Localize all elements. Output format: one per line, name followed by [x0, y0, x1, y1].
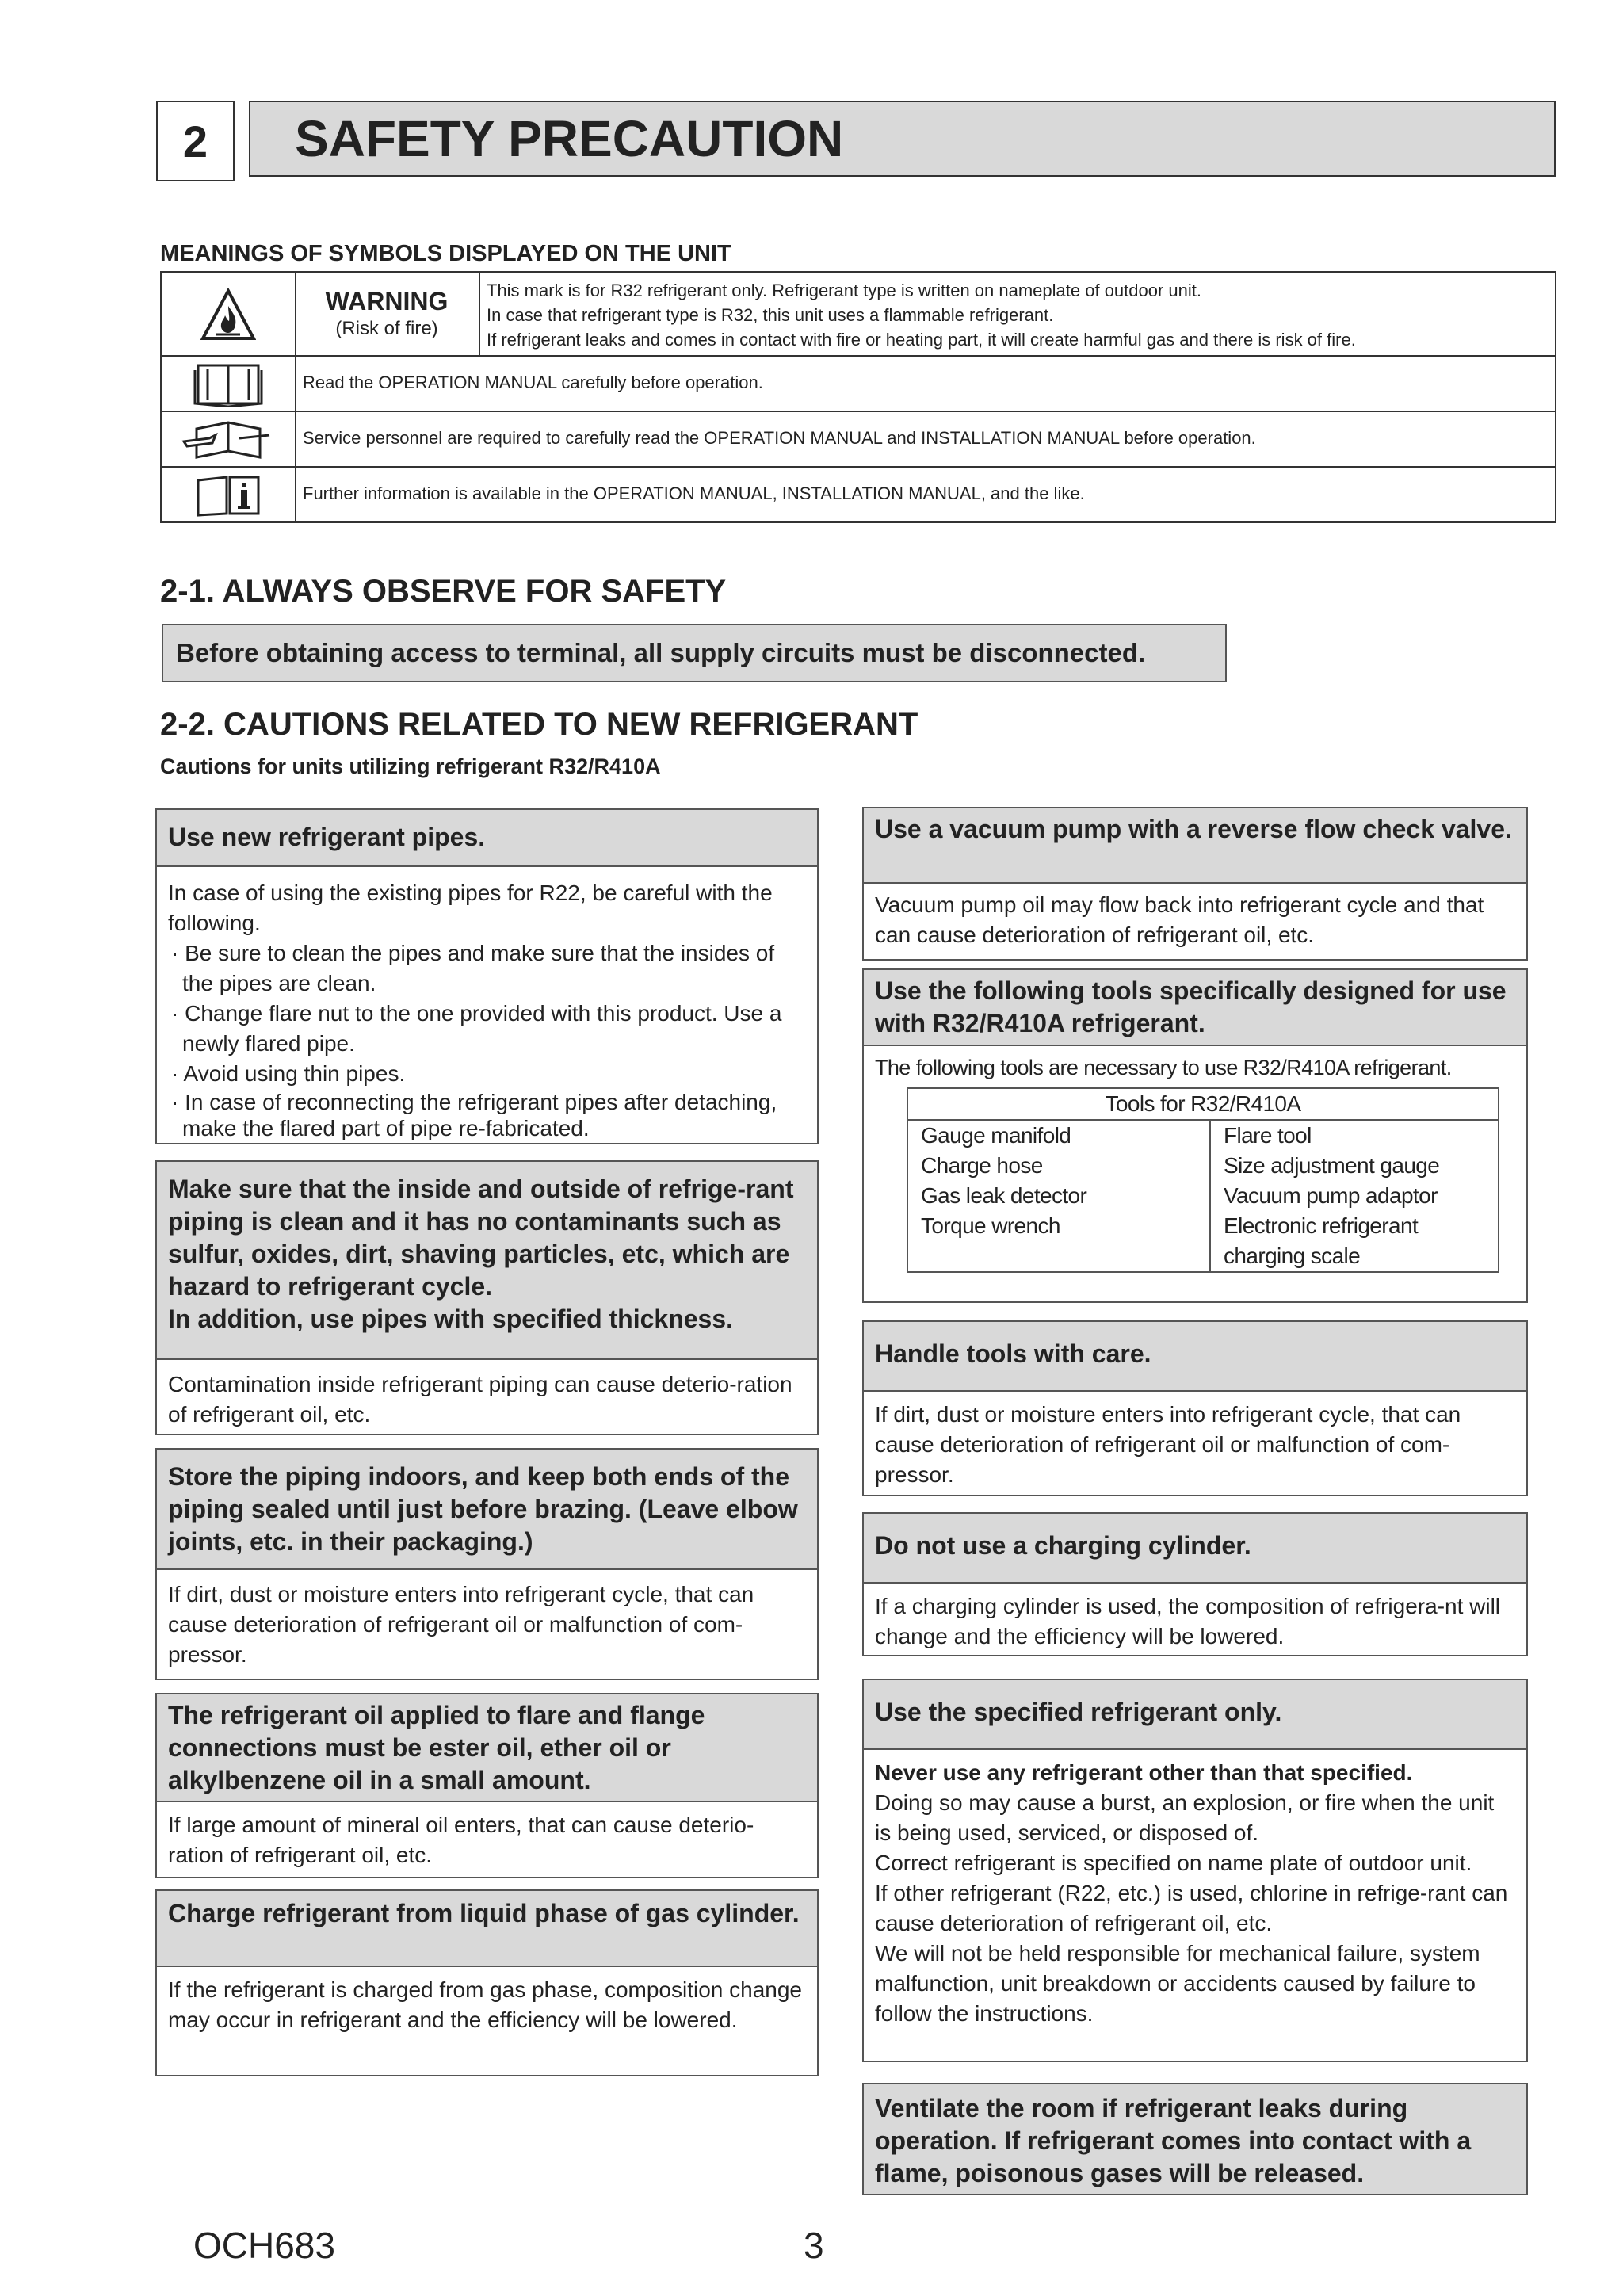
symbol-description: Service personnel are required to carefully read the OPERATION MANUAL and INSTALLATION MANUAL before operation.	[303, 428, 1256, 448]
caution-body	[157, 867, 817, 1146]
caution-text: If dirt, dust or moisture enters into refrigerant cycle, that can cause deterioration of refrigerant oil or malfunction of com-pressor.	[168, 1582, 754, 1667]
symbol-description: Further information is available in the OPERATION MANUAL, INSTALLATION MANUAL, and the like.	[303, 483, 1085, 503]
warning-title: WARNING	[325, 287, 449, 315]
symbols-heading: MEANINGS OF SYMBOLS DISPLAYED ON THE UNIT	[160, 241, 731, 266]
caution-box	[862, 1679, 1528, 2062]
information-icon	[195, 474, 262, 517]
fire-warning-icon-cell	[162, 273, 296, 357]
caution-body	[864, 884, 1526, 955]
tool-cell: Charge hose	[907, 1151, 1210, 1181]
tool-cell: Flare tool	[1210, 1120, 1499, 1151]
section-number: 2	[156, 101, 235, 181]
caution-body	[864, 1392, 1526, 1495]
caution-box	[862, 1512, 1528, 1656]
document-code: OCH683	[193, 2225, 335, 2266]
caution-text: Correct refrigerant is specified on name plate of outdoor unit.	[875, 1851, 1472, 1875]
caution-title	[157, 1162, 817, 1360]
caution-bullet: · In case of reconnecting the refrigerant pipes after detaching, make the flared part of pipe re-fabricated.	[171, 1090, 777, 1140]
caution-title: The refrigerant oil applied to flare and flange connections must be ester oil, ether oil or alkylbenzene oil in a small amount.	[157, 1694, 817, 1802]
caution-title: Charge refrigerant from liquid phase of gas cylinder.	[157, 1891, 817, 1967]
caution-box	[155, 1448, 819, 1680]
caution-body	[157, 1802, 817, 1875]
caution-title-text: In addition, use pipes with specified thickness.	[168, 1305, 734, 1333]
observe-heading: 2-1. ALWAYS OBSERVE FOR SAFETY	[160, 574, 727, 609]
tool-cell: Vacuum pump adaptor	[1210, 1181, 1499, 1211]
service-manual-icon	[181, 418, 276, 462]
caution-box	[862, 2083, 1528, 2195]
caution-title: Use the specified refrigerant only.	[864, 1680, 1526, 1750]
tool-cell: Gauge manifold	[907, 1120, 1210, 1151]
caution-box	[862, 1320, 1528, 1496]
caution-text: The following tools are necessary to use R32/R410A refrigerant.	[875, 1056, 1452, 1079]
caution-text: Doing so may cause a burst, an explosion, or fire when the unit is being used, serviced, or disposed of.	[875, 1790, 1495, 1845]
caution-title: Use a vacuum pump with a reverse flow check valve.	[864, 808, 1526, 884]
caution-box	[155, 1160, 819, 1435]
cautions-subheading: Cautions for units utilizing refrigerant R32/R410A	[160, 755, 661, 778]
caution-box	[862, 807, 1528, 961]
caution-bullet: · Change flare nut to the one provided with this product. Use a newly flared pipe.	[171, 1001, 782, 1056]
tools-table-header: Tools for R32/R410A	[907, 1088, 1499, 1120]
tool-cell: Torque wrench	[907, 1211, 1210, 1272]
caution-text: If dirt, dust or moisture enters into refrigerant cycle, that can cause deterioration of refrigerant oil or malfunction of com-pressor.	[875, 1402, 1461, 1487]
warning-line: This mark is for R32 refrigerant only. Refrigerant type is written on nameplate of outdoor unit.	[487, 281, 1202, 300]
operation-manual-icon	[192, 362, 265, 407]
caution-body	[864, 1750, 1526, 2034]
caution-title: Do not use a charging cylinder.	[864, 1514, 1526, 1584]
symbol-row	[162, 355, 1555, 412]
caution-body	[157, 1570, 817, 1675]
caution-body	[864, 1046, 1526, 1278]
page-number: 3	[804, 2225, 824, 2266]
flammable-warning-icon	[200, 288, 256, 341]
tool-cell: Gas leak detector	[907, 1181, 1210, 1211]
symbol-description: Read the OPERATION MANUAL carefully before operation.	[303, 372, 763, 392]
symbols-table	[160, 271, 1556, 523]
warning-line: In case that refrigerant type is R32, this unit uses a flammable refrigerant.	[487, 305, 1054, 325]
caution-box	[155, 808, 819, 1144]
caution-text: Vacuum pump oil may flow back into refrigerant cycle and that can cause deterioration of refrigerant oil, etc.	[875, 892, 1484, 947]
warning-subtitle: (Risk of fire)	[335, 318, 438, 339]
caution-title: Store the piping indoors, and keep both ends of the piping sealed until just before brazing. (Leave elbow joints, etc. in their packaging.)	[157, 1450, 817, 1570]
info-icon-cell	[162, 468, 296, 523]
service-manual-icon-cell	[162, 412, 296, 468]
caution-text: If other refrigerant (R22, etc.) is used, chlorine in refrige-rant can cause deterioration of refrigerant oil, etc.	[875, 1881, 1508, 1935]
tools-table	[907, 1087, 1499, 1273]
tool-cell: Electronic refrigerant charging scale	[1210, 1211, 1499, 1272]
caution-title-text: Make sure that the inside and outside of refrige-rant piping is clean and it has no contaminants such as sulfur, oxides, dirt, shaving particles, etc, which are hazard to refrigerant cycle.	[168, 1175, 794, 1301]
caution-box	[155, 1889, 819, 2076]
caution-box	[862, 968, 1528, 1303]
section-title: SAFETY PRECAUTION	[249, 101, 1556, 177]
caution-bullet: · Be sure to clean the pipes and make sure that the insides of the pipes are clean.	[171, 941, 775, 995]
warning-row	[162, 273, 1555, 357]
caution-text: Contamination inside refrigerant piping can cause deterio-ration of refrigerant oil, etc.	[168, 1372, 792, 1427]
caution-title: Use the following tools specifically designed for use with R32/R410A refrigerant.	[864, 970, 1526, 1046]
caution-body	[157, 1967, 817, 2040]
book-icon-cell	[162, 357, 296, 412]
caution-body	[157, 1360, 817, 1435]
caution-title: Handle tools with care.	[864, 1322, 1526, 1392]
caution-box	[155, 1693, 819, 1878]
warning-line: If refrigerant leaks and comes in contact with fire or heating part, it will create harmful gas and there is risk of fire.	[487, 330, 1356, 350]
caution-text: If the refrigerant is charged from gas phase, composition change may occur in refrigerant and the efficiency will be lowered.	[168, 1977, 802, 2032]
warning-label	[295, 273, 480, 357]
caution-text: If large amount of mineral oil enters, that can cause deterio-ration of refrigerant oil, etc.	[168, 1813, 754, 1867]
caution-body	[864, 1584, 1526, 1656]
symbol-row	[162, 466, 1555, 523]
caution-emphasis: Never use any refrigerant other than that specified.	[875, 1760, 1413, 1785]
caution-text: We will not be held responsible for mechanical failure, system malfunction, unit breakdown or accidents caused by failure to follow the instructions.	[875, 1941, 1480, 2026]
disconnect-notice: Before obtaining access to terminal, all supply circuits must be disconnected.	[162, 624, 1227, 682]
caution-title: Use new refrigerant pipes.	[157, 810, 817, 867]
tool-cell: Size adjustment gauge	[1210, 1151, 1499, 1181]
caution-text: If a charging cylinder is used, the composition of refrigera-nt will change and the efficiency will be lowered.	[875, 1594, 1501, 1648]
cautions-heading: 2-2. CAUTIONS RELATED TO NEW REFRIGERANT	[160, 707, 918, 742]
caution-bullet: · Avoid using thin pipes.	[171, 1061, 406, 1086]
caution-title: Ventilate the room if refrigerant leaks during operation. If refrigerant comes into contact with a flame, poisonous gases will be released.	[864, 2084, 1526, 2194]
symbol-row	[162, 411, 1555, 468]
caution-text: In case of using the existing pipes for R22, be careful with the following.	[168, 881, 773, 935]
